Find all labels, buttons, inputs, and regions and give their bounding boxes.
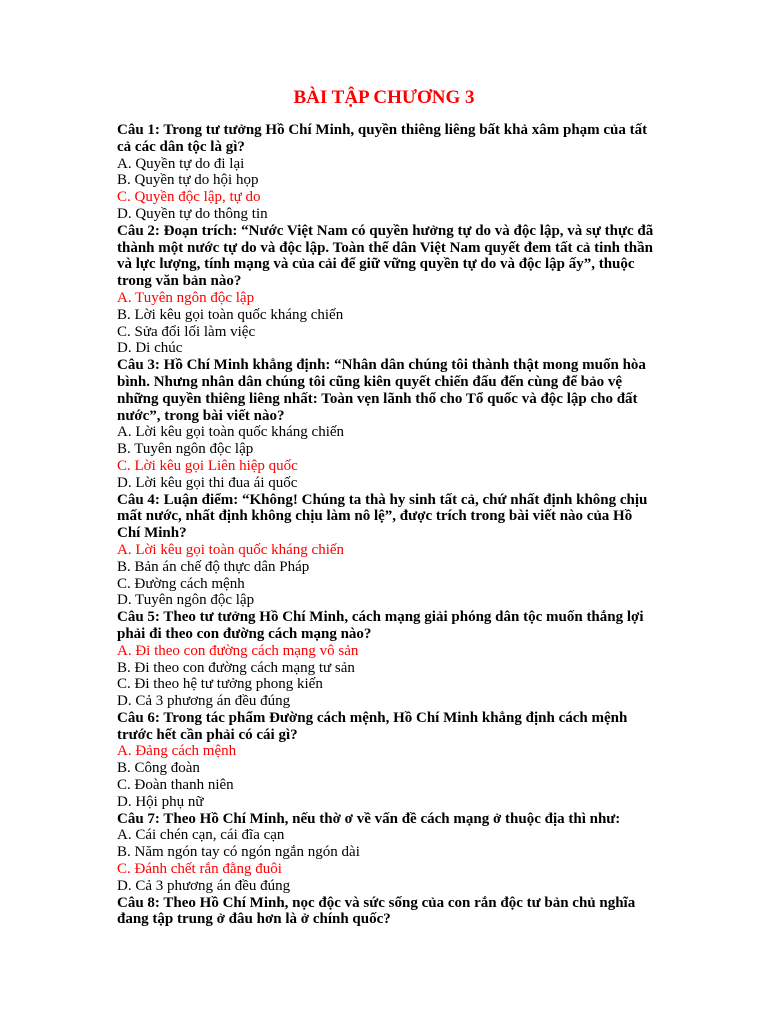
answer-option: B. Tuyên ngôn độc lập <box>117 441 254 458</box>
answer-option: D. Tuyên ngôn độc lập <box>117 592 255 609</box>
question-text: Câu 8: Theo Hồ Chí Minh, nọc độc và sức sống của con rắn độc tư bản chủ nghĩa đang tập trung ở đâu hơn là ở chính quốc? <box>117 894 636 928</box>
answer-option: A. Lời kêu gọi toàn quốc kháng chiến <box>117 424 345 441</box>
correct-answer-option: A. Lời kêu gọi toàn quốc kháng chiến <box>117 541 345 558</box>
answer-option: A. Cái chén cạn, cái đĩa cạn <box>117 827 285 844</box>
question-text: Câu 7: Theo Hồ Chí Minh, nếu thờ ơ về vấn đề cách mạng ở thuộc địa thì như: <box>117 810 621 827</box>
question-text: Câu 6: Trong tác phẩm Đường cách mệnh, Hồ Chí Minh khẳng định cách mệnh trước hết cần phải có cái gì? <box>117 709 628 743</box>
answer-option: D. Quyền tự do thông tin <box>117 205 268 222</box>
question-text: Câu 3: Hồ Chí Minh khẳng định: “Nhân dân chúng tôi thành thật mong muốn hòa bình. Nhưng nhân dân chúng tôi cũng kiên quyết chiến đấu đến cùng để bảo vệ những quyền thiêng liêng nhất: Toàn vẹn lãnh thổ cho Tổ quốc và độc lập cho đất nước”, trong bài viết nào? <box>117 357 646 424</box>
answer-option: C. Đi theo hệ tư tưởng phong kiến <box>117 676 323 693</box>
answer-option: D. Di chúc <box>117 340 183 357</box>
answer-option: B. Đi theo con đường cách mạng tư sản <box>117 659 355 676</box>
correct-answer-option: C. Đánh chết rắn đằng đuôi <box>117 861 282 878</box>
correct-answer-option: A. Tuyên ngôn độc lập <box>117 289 255 306</box>
page-title: BÀI TẬP CHƯƠNG 3 <box>293 87 475 108</box>
question-list <box>117 122 657 928</box>
answer-option: B. Công đoàn <box>117 760 200 777</box>
answer-option: C. Sửa đổi lối làm việc <box>117 323 256 340</box>
answer-option: B. Quyền tự do hội họp <box>117 172 259 189</box>
answer-option: C. Đường cách mệnh <box>117 575 245 592</box>
correct-answer-option: A. Đảng cách mệnh <box>117 743 237 760</box>
correct-answer-option: C. Lời kêu gọi Liên hiệp quốc <box>117 457 298 474</box>
answer-option: C. Đoàn thanh niên <box>117 777 234 794</box>
answer-option: B. Bản án chế độ thực dân Pháp <box>117 558 310 575</box>
answer-option: B. Năm ngón tay có ngón ngắn ngón dài <box>117 844 360 861</box>
answer-option: A. Quyền tự do đi lại <box>117 155 245 172</box>
question-text: Câu 1: Trong tư tưởng Hồ Chí Minh, quyền thiêng liêng bất khả xâm phạm của tất cả các dân tộc là gì? <box>117 122 648 155</box>
question-text: Câu 5: Theo tư tưởng Hồ Chí Minh, cách mạng giải phóng dân tộc muốn thắng lợi phải đi theo con đường cách mạng nào? <box>117 609 644 642</box>
answer-option: B. Lời kêu gọi toàn quốc kháng chiến <box>117 306 344 323</box>
answer-option: D. Hội phụ nữ <box>117 793 204 810</box>
correct-answer-option: C. Quyền độc lập, tự do <box>117 189 261 206</box>
answer-option: D. Cả 3 phương án đều đúng <box>117 877 291 894</box>
correct-answer-option: A. Đi theo con đường cách mạng vô sản <box>117 642 359 659</box>
answer-option: D. Lời kêu gọi thi đua ái quốc <box>117 474 298 491</box>
question-text: Câu 2: Đoạn trích: “Nước Việt Nam có quyền hưởng tự do và độc lập, và sự thực đã thành một nước tự do và độc lập. Toàn thể dân Việt Nam quyết đem tất cả tinh thần và lực lượng, tính mạng và của cải để giữ vững quyền tự do và độc lập ấy”, thuộc trong văn bản nào? <box>117 222 654 290</box>
answer-option: D. Cả 3 phương án đều đúng <box>117 693 291 710</box>
question-text: Câu 4: Luận điểm: “Không! Chúng ta thà hy sinh tất cả, chứ nhất định không chịu mất nước, nhất định không chịu làm nô lệ”, được trích trong bài viết nào của Hồ Chí Minh? <box>117 491 648 542</box>
